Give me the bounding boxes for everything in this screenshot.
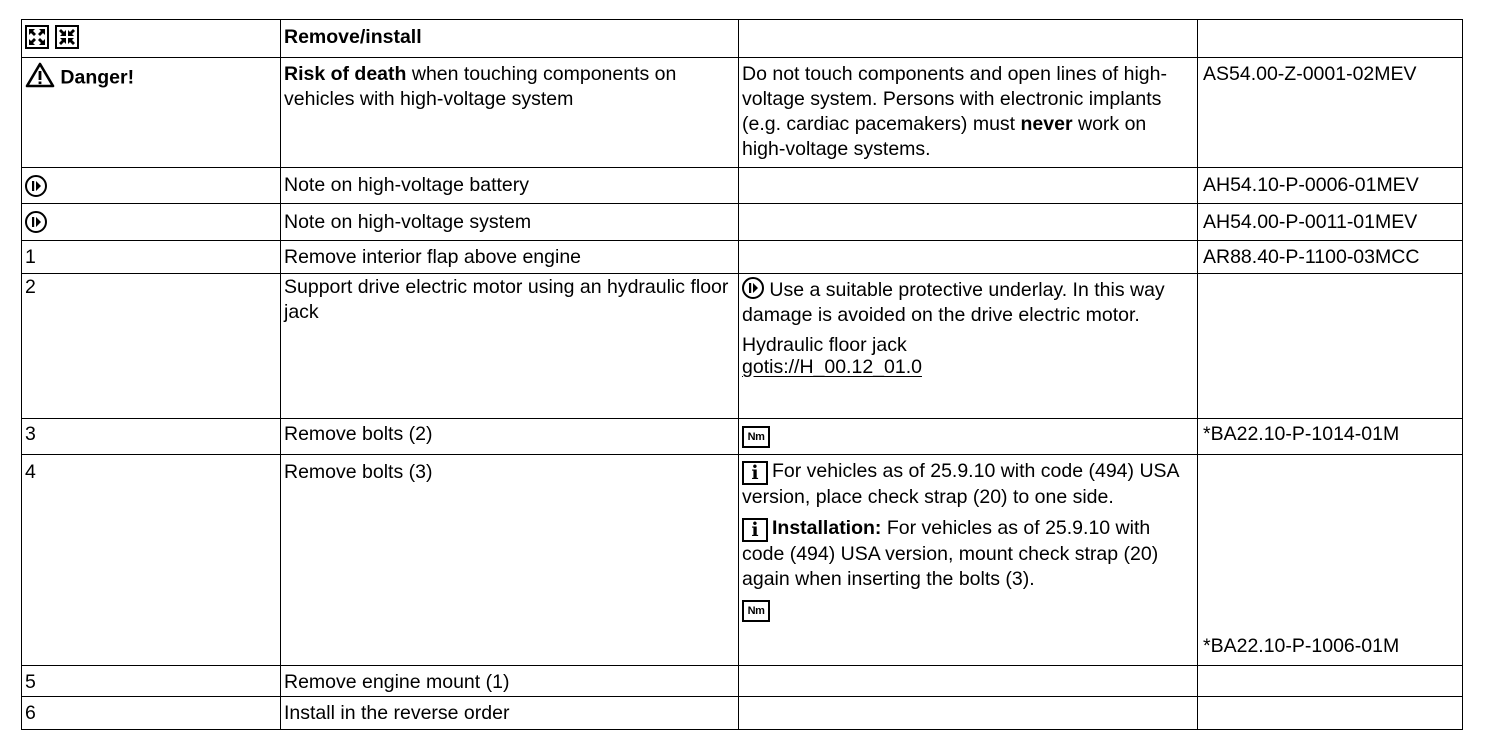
step-number: 5 bbox=[22, 666, 281, 697]
step-number: 2 bbox=[22, 274, 281, 419]
expand-icon[interactable] bbox=[25, 25, 49, 49]
procedure-table bbox=[21, 19, 1463, 730]
step-row bbox=[22, 274, 1463, 419]
collapse-icon[interactable] bbox=[55, 25, 79, 49]
step-text: Remove bolts (2) bbox=[281, 419, 739, 455]
step-row bbox=[22, 455, 1463, 666]
step-text: Remove bolts (3) bbox=[281, 455, 739, 666]
note-ref[interactable]: AH54.10-P-0006-01MEV bbox=[1198, 168, 1463, 204]
step-text: Remove interior flap above engine bbox=[281, 241, 739, 274]
step-number: 6 bbox=[22, 697, 281, 730]
installation-note: i Installation: For vehicles as of 25.9.10 with code (494) USA version, mount check strap (20) again when inserting the bolts (3). bbox=[742, 517, 1159, 590]
note-ref[interactable]: AH54.00-P-0011-01MEV bbox=[1198, 204, 1463, 241]
header-title: Remove/install bbox=[281, 20, 739, 58]
note-icon bbox=[742, 277, 764, 299]
step-row bbox=[22, 419, 1463, 455]
danger-label: Danger! bbox=[60, 66, 135, 89]
note-row bbox=[22, 204, 1463, 241]
step-number: 3 bbox=[22, 419, 281, 455]
danger-row bbox=[22, 58, 1463, 168]
step-ref[interactable]: *BA22.10-P-1006-01M bbox=[1198, 455, 1463, 666]
tool-name: Hydraulic floor jack bbox=[742, 334, 907, 356]
danger-description: Risk of death when touching components on vehicles with high-voltage system bbox=[281, 58, 739, 168]
step-ref[interactable]: *BA22.10-P-1014-01M bbox=[1198, 419, 1463, 455]
info-note: i For vehicles as of 25.9.10 with code (494) USA version, place check strap (20) to one side. bbox=[742, 460, 1179, 508]
note-row bbox=[22, 168, 1463, 204]
note-text: Note on high-voltage battery bbox=[281, 168, 739, 204]
danger-ref[interactable]: AS54.00-Z-0001-02MEV bbox=[1198, 58, 1463, 168]
step-number: 1 bbox=[22, 241, 281, 274]
warning-triangle-icon bbox=[25, 62, 55, 95]
torque-nm-icon[interactable]: Nm bbox=[742, 426, 770, 448]
danger-instructions: Do not touch components and open lines of high-voltage system. Persons with electronic implants (e.g. cardiac pacemakers) must never work on high-voltage systems. bbox=[739, 58, 1198, 168]
step-row bbox=[22, 666, 1463, 697]
note-icon bbox=[25, 175, 47, 197]
step-text: Install in the reverse order bbox=[281, 697, 739, 730]
step-row bbox=[22, 241, 1463, 274]
step-number: 4 bbox=[22, 455, 281, 666]
header-row bbox=[22, 20, 1463, 58]
torque-nm-icon[interactable]: Nm bbox=[742, 600, 770, 622]
step-text: Support drive electric motor using an hydraulic floor jack bbox=[281, 274, 739, 419]
info-icon: i bbox=[742, 518, 768, 542]
view-icons-cell bbox=[22, 20, 281, 58]
note-icon bbox=[25, 211, 47, 233]
step-note: Use a suitable protective underlay. In this way damage is avoided on the drive electric motor. bbox=[742, 279, 1165, 326]
info-icon: i bbox=[742, 461, 768, 485]
note-text: Note on high-voltage system bbox=[281, 204, 739, 241]
step-ref[interactable]: AR88.40-P-1100-03MCC bbox=[1198, 241, 1463, 274]
step-text: Remove engine mount (1) bbox=[281, 666, 739, 697]
tool-link[interactable]: gotis://H_00.12_01.0 bbox=[742, 356, 922, 378]
step-row bbox=[22, 697, 1463, 730]
